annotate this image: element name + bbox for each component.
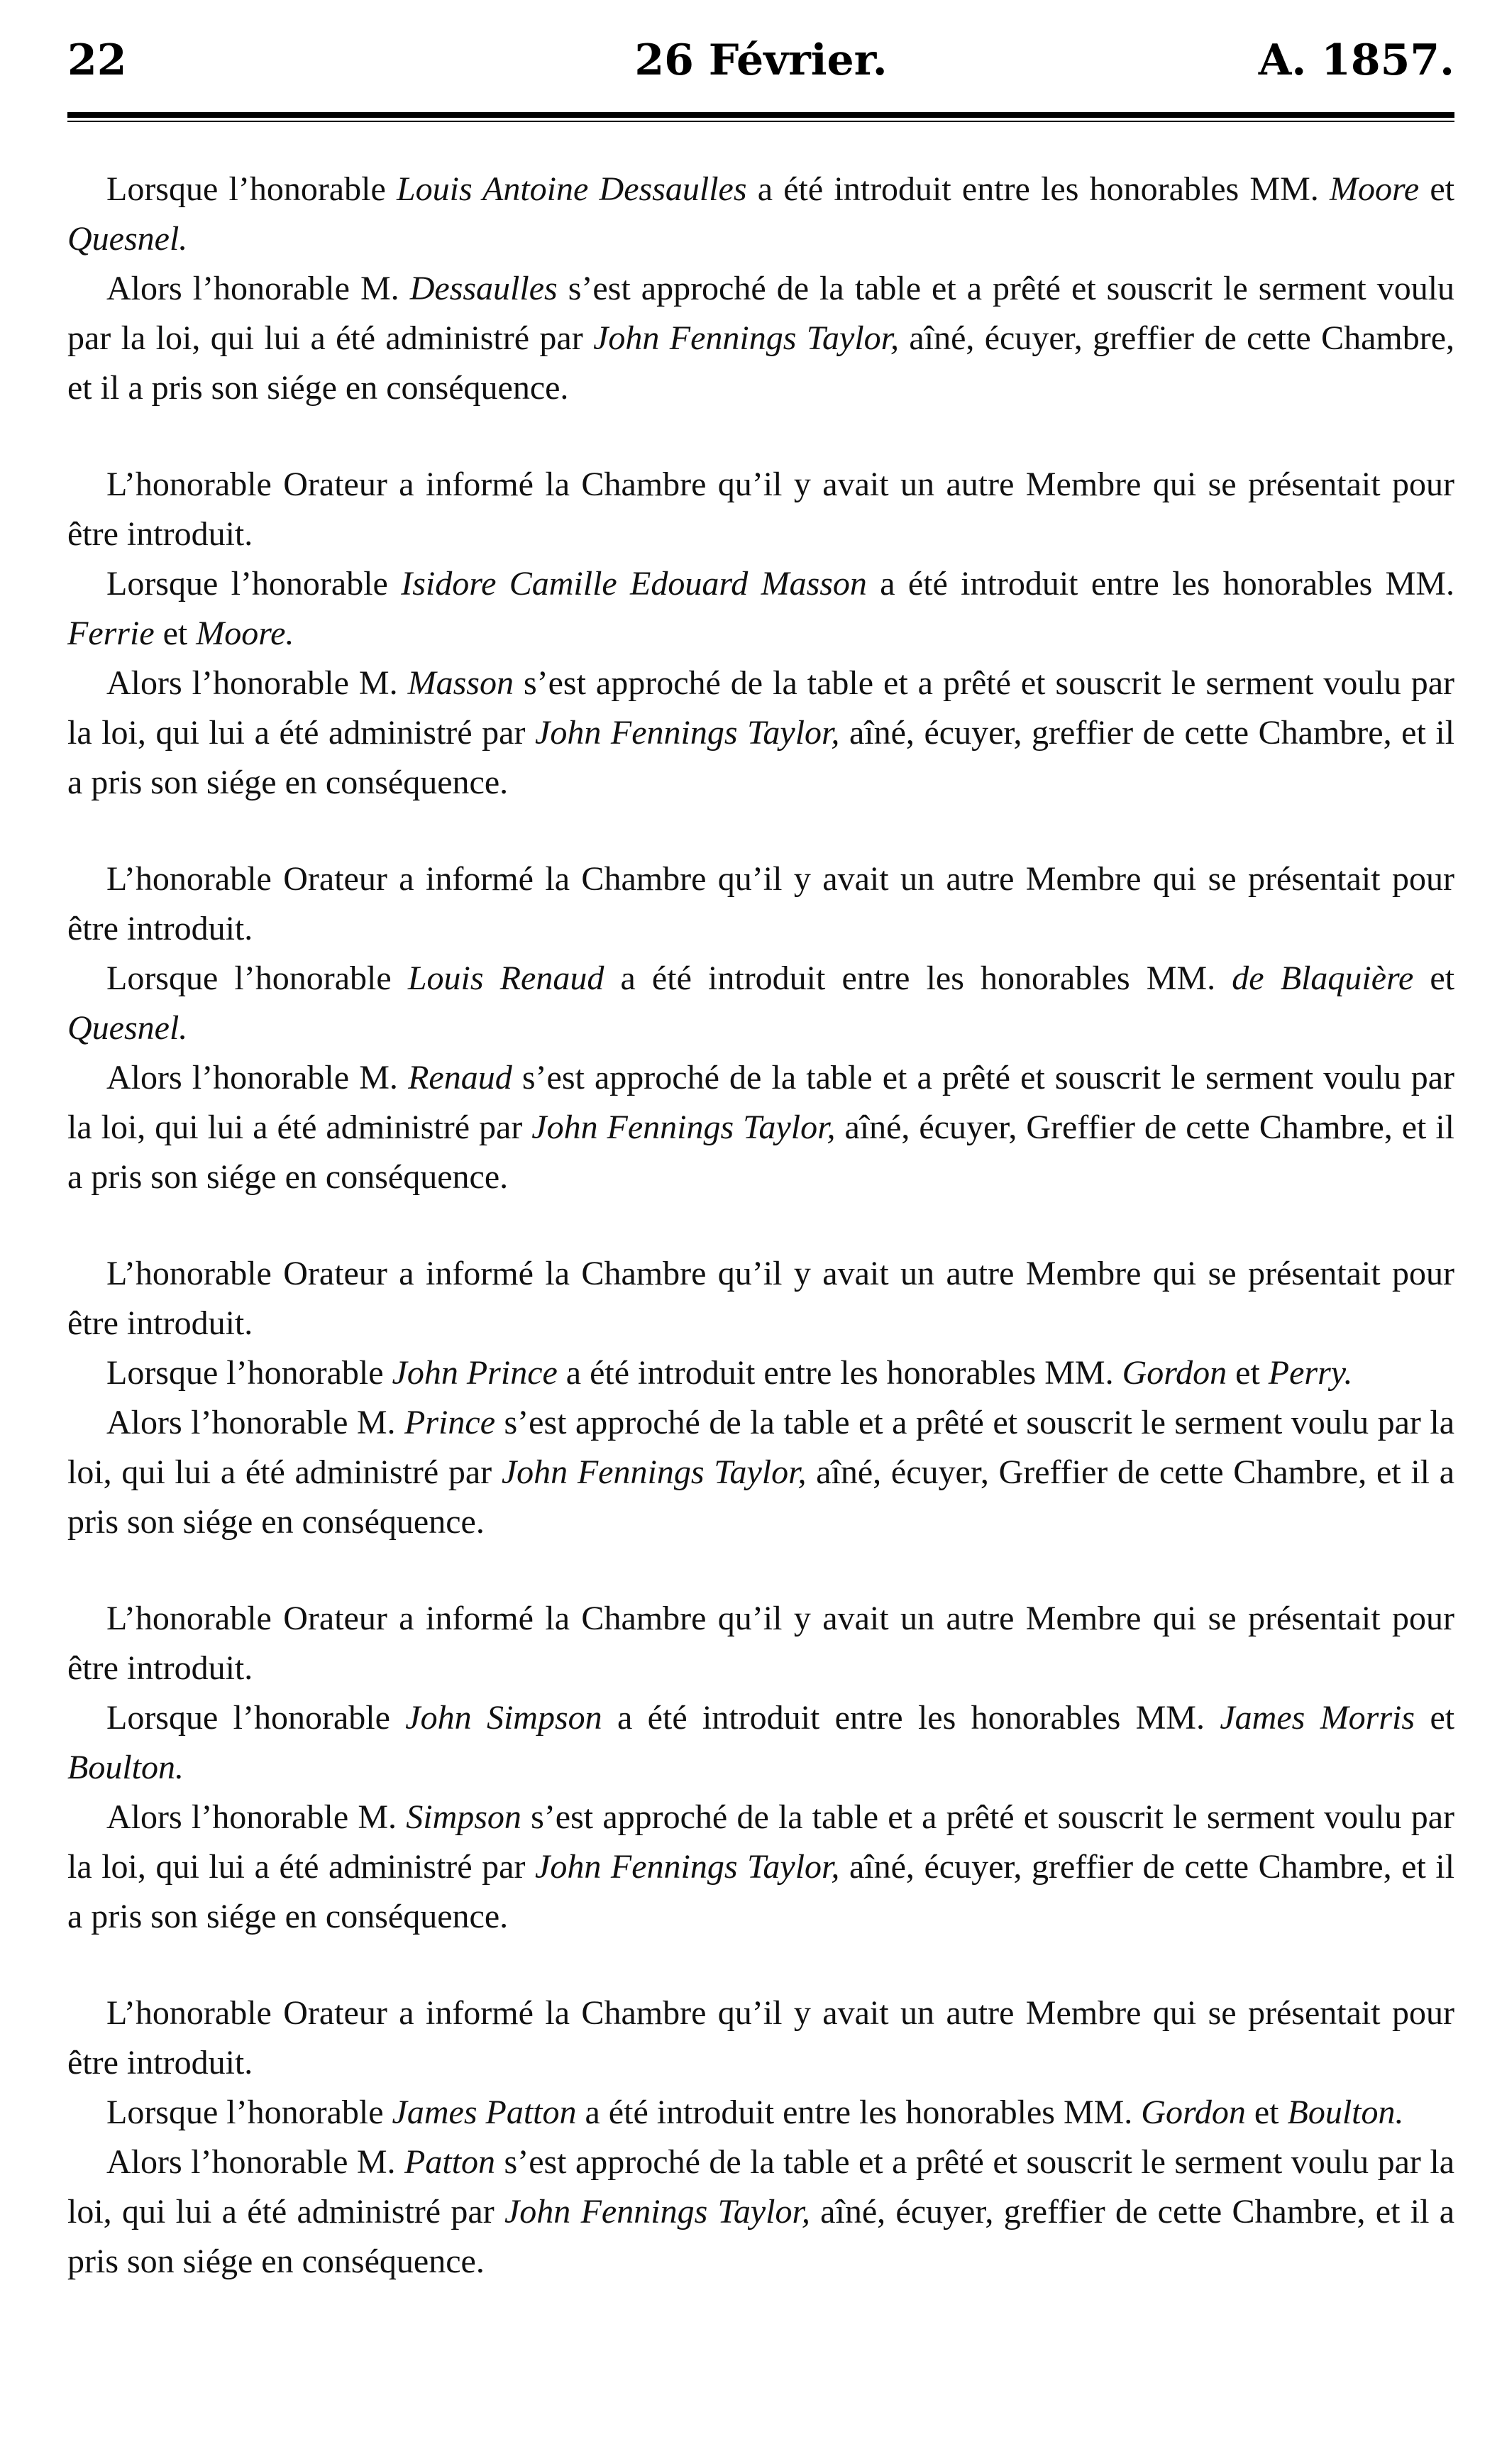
page-number: 22	[67, 35, 127, 85]
oath-paragraph: Alors l’honorable M. Dessaulles s’est approché de la table et a prêté et souscrit le serment voulu par la loi, qui lui a été administré par John Fennings Taylor, aîné, écuyer, greffier de cette Chambre, et il a pris son siége en conséquence.	[67, 270, 1455, 407]
speaker-paragraph: L’honorable Orateur a informé la Chambre qu’il y avait un autre Membre qui se présentait pour être introduit.	[67, 466, 1454, 553]
page-date: 26 Février.	[634, 35, 888, 85]
oath-paragraph: Alors l’honorable M. Renaud s’est approché de la table et a prêté et souscrit le serment voulu par la loi, qui lui a été administré par John Fennings Taylor, aîné, écuyer, Greffier de cette Chambre, et il a pris son siége en conséquence.	[67, 1059, 1455, 1196]
intro-paragraph: Lorsque l’honorable Louis Renaud a été introduit entre les honorables MM. de Blaquière et Quesnel.	[67, 959, 1455, 1047]
oath-paragraph: Alors l’honorable M. Patton s’est approché de la table et a prêté et souscrit le serment voulu par la loi, qui lui a été administré par John Fennings Taylor, aîné, écuyer, greffier de cette Chambre, et il a pris son siége en conséquence.	[67, 2143, 1455, 2280]
member-name: Isidore Camille Edouard Masson	[401, 565, 867, 603]
member-name: Louis Renaud	[407, 959, 604, 997]
intro-paragraph: Lorsque l’honorable Isidore Camille Edouard Masson a été introduit entre les honorables MM. Ferrie et Moore.	[67, 565, 1455, 652]
oath-paragraph: Alors l’honorable M. Prince s’est approché de la table et a prêté et souscrit le serment voulu par la loi, qui lui a été administré par John Fennings Taylor, aîné, écuyer, Greffier de cette Chambre, et il a pris son siége en conséquence.	[67, 1404, 1455, 1541]
oath-paragraph: Alors l’honorable M. Simpson s’est approché de la table et a prêté et souscrit le serment voulu par la loi, qui lui a été administré par John Fennings Taylor, aîné, écuyer, greffier de cette Chambre, et il a pris son siége en conséquence.	[67, 1798, 1455, 1935]
intro-paragraph: Lorsque l’honorable Louis Antoine Dessaulles a été introduit entre les honorables MM. Moore et Quesnel.	[67, 170, 1455, 258]
speaker-paragraph: L’honorable Orateur a informé la Chambre qu’il y avait un autre Membre qui se présentait pour être introduit.	[67, 1600, 1454, 1687]
member-name: Louis Antoine Dessaulles	[396, 170, 747, 208]
member-name: John Prince	[392, 1354, 558, 1392]
member-name: John Simpson	[405, 1699, 602, 1737]
header-rule-thin	[67, 121, 1454, 122]
intro-paragraph: Lorsque l’honorable John Prince a été introduit entre les honorables MM. Gordon et Perry.	[106, 1354, 1353, 1392]
speaker-paragraph: L’honorable Orateur a informé la Chambre qu’il y avait un autre Membre qui se présentait pour être introduit.	[67, 1255, 1454, 1342]
speaker-paragraph: L’honorable Orateur a informé la Chambre qu’il y avait un autre Membre qui se présentait pour être introduit.	[67, 860, 1454, 947]
page-header	[67, 28, 1454, 92]
journal-body	[67, 165, 1454, 2287]
speaker-paragraph: L’honorable Orateur a informé la Chambre qu’il y avait un autre Membre qui se présentait pour être introduit.	[67, 1994, 1454, 2081]
page-year: A. 1857.	[1258, 35, 1454, 85]
oath-paragraph: Alors l’honorable M. Masson s’est approché de la table et a prêté et souscrit le serment voulu par la loi, qui lui a été administré par John Fennings Taylor, aîné, écuyer, greffier de cette Chambre, et il a pris son siége en conséquence.	[67, 664, 1455, 801]
intro-paragraph: Lorsque l’honorable John Simpson a été introduit entre les honorables MM. James Morris et Boulton.	[67, 1699, 1455, 1786]
member-name: James Patton	[392, 2094, 577, 2131]
intro-paragraph: Lorsque l’honorable James Patton a été introduit entre les honorables MM. Gordon et Boulton.	[106, 2094, 1404, 2131]
header-rule	[67, 112, 1454, 118]
